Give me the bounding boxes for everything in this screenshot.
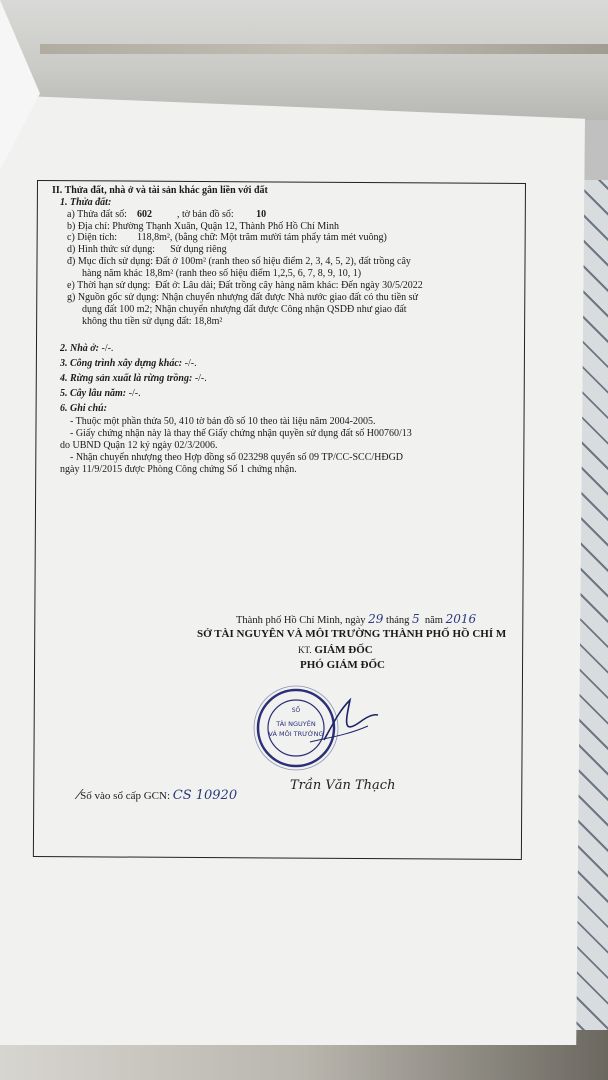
item-perennial — [60, 389, 141, 399]
map-label: , tờ bản đồ số: — [176, 209, 234, 220]
kt-title: GIÁM ĐỐC — [314, 644, 373, 656]
item-value: -/-. — [182, 358, 197, 369]
background-edge — [40, 44, 608, 54]
register-row: ⁄Số vào sổ cấp GCN: CS 10920 — [78, 788, 238, 803]
parcel-label: a) Thửa đất số: — [67, 209, 127, 220]
area-label: c) Diện tích: — [67, 232, 117, 243]
parcel-row — [67, 210, 266, 220]
year-label: năm — [424, 615, 443, 626]
item-house — [60, 344, 113, 354]
item-label: 2. Nhà ở: — [60, 343, 99, 354]
notes-heading: 6. Ghi chú: — [60, 403, 107, 414]
map-number: 10 — [256, 209, 267, 220]
item-value: -/-. — [126, 388, 141, 399]
date-day: 29 — [368, 612, 384, 626]
area-value: 118,8m², (bằng chữ: Một trăm mười tám phẩy tám mét vuông) — [136, 232, 387, 243]
place-date-prefix: Thành phố Hồ Chí Minh, ngày — [236, 615, 366, 626]
deputy-title: PHÓ GIÁM ĐỐC — [300, 659, 385, 671]
signer-name: Trần Văn Thạch — [290, 778, 396, 793]
date-month: 5 — [411, 612, 420, 626]
note-line: - Nhận chuyển nhượng theo Hợp đồng số 023298 quyển số 09 TP/CC-SCC/HĐGD — [70, 452, 404, 463]
stamp-center-1: TÀI NGUYÊN — [276, 720, 316, 728]
usage-form-value: Sử dụng riêng — [170, 244, 227, 255]
address: b) Địa chỉ: Phường Thạnh Xuân, Quận 12, Thành Phố Hồ Chí Minh — [67, 221, 339, 232]
month-label: tháng — [386, 615, 410, 626]
item-label: 5. Cây lâu năm: — [60, 388, 127, 399]
register-label: Số vào sổ cấp GCN: — [80, 790, 170, 802]
purpose-line-2: hàng năm khác 18,8m² (ranh theo số hiệu điểm 1,2,5, 6, 7, 8, 9, 10, 1) — [82, 268, 362, 279]
register-value: CS 10920 — [172, 788, 238, 803]
usage-form-row — [67, 245, 227, 255]
kt-prefix: KT. — [298, 645, 312, 655]
note-line: - Thuộc một phần thửa 50, 410 tờ bản đồ số 10 theo tài liệu năm 2004-2005. — [70, 416, 376, 427]
section-title: II. Thửa đất, nhà ở và tài sản khác gắn liền với đất — [52, 185, 268, 196]
item-value: -/-. — [98, 343, 114, 354]
origin-line-3: không thu tiền sử dụng đất: 18,8m² — [82, 316, 223, 327]
usage-form-label: d) Hình thức sử dụng: — [67, 244, 156, 255]
stamp-number: SỐ — [291, 707, 301, 714]
item-label: 3. Công trình xây dựng khác: — [60, 358, 183, 369]
note-line: do UBND Quận 12 ký ngày 02/3/2006. — [60, 440, 218, 451]
area-row — [67, 233, 387, 243]
parcel-number: 602 — [136, 209, 152, 220]
origin-line-1: g) Nguồn gốc sử dụng: Nhận chuyển nhượng đất được Nhà nước giao đất có thu tiền sử — [67, 292, 418, 303]
note-line: ngày 11/9/2015 được Phòng Công chứng Số 1 chứng nhận. — [60, 464, 297, 475]
agency-name: SỞ TÀI NGUYÊN VÀ MÔI TRƯỜNG THÀNH PHỐ HỒ CHÍ M — [197, 628, 507, 640]
origin-line-2: dụng đất 100 m2; Nhận chuyển nhượng đất được Công nhận QSDĐ như giao đất — [82, 304, 407, 315]
note-line: - Giấy chứng nhận này là thay thế Giấy chứng nhận quyền sử dụng đất số H00760/13 — [70, 428, 412, 439]
item-construction — [60, 359, 197, 369]
date-year: 2016 — [445, 612, 477, 626]
item-value: -/-. — [192, 373, 207, 384]
item-label: 4. Rừng sản xuất là rừng trồng: — [60, 373, 193, 384]
item-forest — [60, 374, 207, 384]
purpose-line-1: đ) Mục đích sử dụng: Đất ở 100m² (ranh theo số hiệu điểm 2, 3, 4, 5, 2), đất trồng cây — [67, 256, 411, 267]
term: e) Thời hạn sử dụng: Đất ở: Lâu dài; Đất trồng cây hàng năm khác: Đến ngày 30/5/2022 — [67, 280, 423, 291]
stamp-center-2: VÀ MÔI TRƯỜNG — [268, 730, 324, 738]
land-heading: 1. Thửa đất: — [60, 197, 112, 208]
